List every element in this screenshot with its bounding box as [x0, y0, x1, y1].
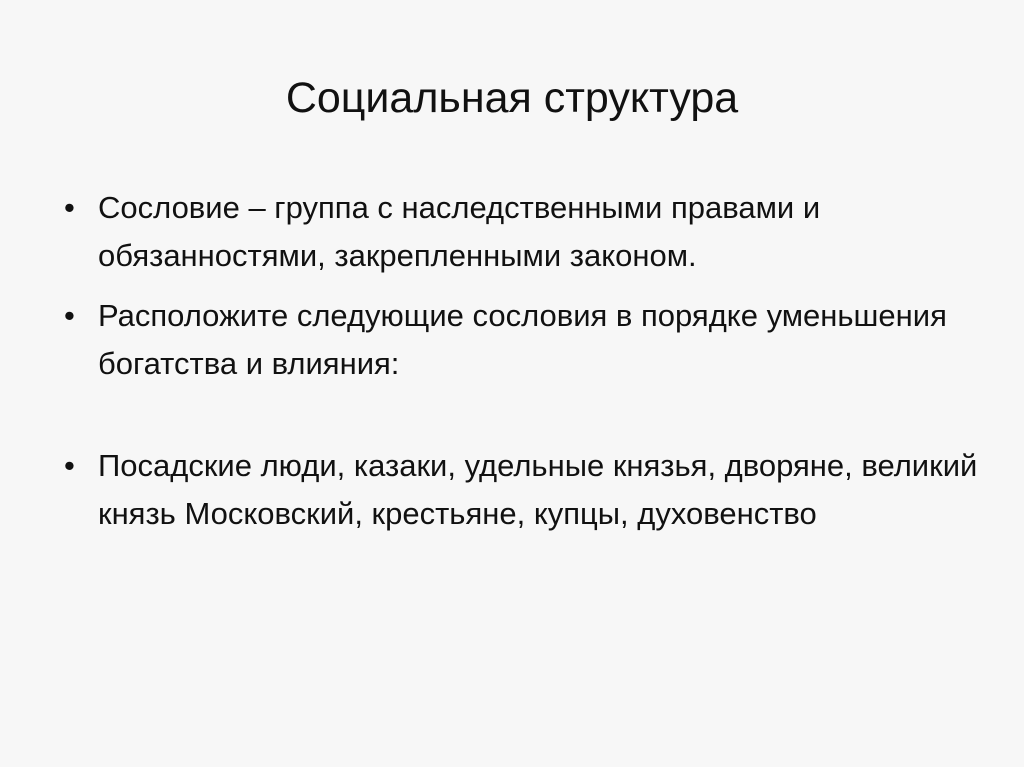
bullet-item-task — [58, 292, 978, 388]
bullet-point-icon: • — [64, 448, 75, 483]
bullet-text: Посадские люди, казаки, удельные князья, дворяне, великий князь Московский, крестьяне, купцы, духовенство — [98, 448, 978, 531]
bullet-point-icon: • — [64, 190, 75, 225]
slide-title: Социальная структура — [285, 74, 739, 122]
bullet-item-definition — [58, 184, 978, 280]
bullet-text: Расположите следующие сословия в порядке уменьшения богатства и влияния: — [98, 298, 947, 381]
bullet-list — [58, 184, 978, 538]
bullet-item-estates-list — [58, 442, 978, 538]
bullet-text: Сословие – группа с наследственными правами и обязанностями, закрепленными законом. — [98, 190, 821, 273]
bullet-point-icon: • — [64, 298, 75, 333]
